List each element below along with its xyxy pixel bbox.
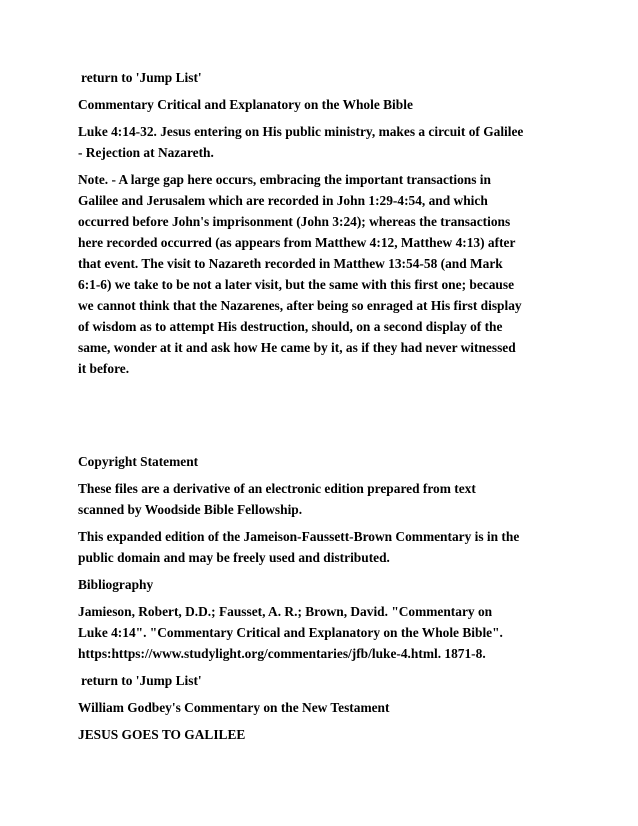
note-line: occurred before John's imprisonment (John 3:24); whereas the transactions	[78, 214, 511, 229]
public-domain-line: public domain and may be freely used and distributed.	[78, 550, 390, 565]
public-domain-line: This expanded edition of the Jameison-Faussett-Brown Commentary is in the	[78, 529, 520, 544]
bibliography-heading: Bibliography	[78, 577, 154, 592]
return-to-jump-list-link[interactable]: return to 'Jump List'	[81, 70, 202, 85]
note-line: that event. The visit to Nazareth recorded in Matthew 13:54-58 (and Mark	[78, 256, 503, 271]
note-line: of wisdom as to attempt His destruction, should, on a second display of the	[78, 319, 503, 334]
bibliography-url-line[interactable]: https:https://www.studylight.org/commentaries/jfb/luke-4.html. 1871-8.	[78, 646, 486, 661]
blank-spacer	[78, 385, 578, 451]
note-line: here recorded occurred (as appears from Matthew 4:12, Matthew 4:13) after	[78, 235, 516, 250]
copyright-paragraph	[78, 478, 578, 520]
note-line: we cannot think that the Nazarenes, after being so enraged at His first display	[78, 298, 522, 313]
passage-heading	[78, 121, 578, 163]
commentary-title: William Godbey's Commentary on the New Testament	[78, 700, 390, 715]
return-to-jump-list-link[interactable]: return to 'Jump List'	[81, 673, 202, 688]
commentary-title: Commentary Critical and Explanatory on the Whole Bible	[78, 97, 413, 112]
section-heading: JESUS GOES TO GALILEE	[78, 727, 246, 742]
copyright-line: These files are a derivative of an electronic edition prepared from text	[78, 481, 476, 496]
note-line: Galilee and Jerusalem which are recorded in John 1:29-4:54, and which	[78, 193, 488, 208]
note-line: it before.	[78, 361, 130, 376]
note-line: same, wonder at it and ask how He came by it, as if they had never witnessed	[78, 340, 516, 355]
bibliography-line: Luke 4:14". "Commentary Critical and Explanatory on the Whole Bible".	[78, 625, 503, 640]
copyright-heading: Copyright Statement	[78, 454, 199, 469]
passage-heading-line: - Rejection at Nazareth.	[78, 145, 214, 160]
bibliography-citation	[78, 601, 578, 664]
bibliography-line: Jamieson, Robert, D.D.; Fausset, A. R.; Brown, David. "Commentary on	[78, 604, 493, 619]
note-paragraph	[78, 169, 578, 379]
copyright-line: scanned by Woodside Bible Fellowship.	[78, 502, 303, 517]
note-line: 6:1-6) we take to be not a later visit, but the same with this first one; because	[78, 277, 515, 292]
document-page	[78, 67, 578, 751]
public-domain-paragraph	[78, 526, 578, 568]
note-line: Note. - A large gap here occurs, embracing the important transactions in	[78, 172, 491, 187]
passage-heading-line: Luke 4:14-32. Jesus entering on His public ministry, makes a circuit of Galilee	[78, 124, 524, 139]
